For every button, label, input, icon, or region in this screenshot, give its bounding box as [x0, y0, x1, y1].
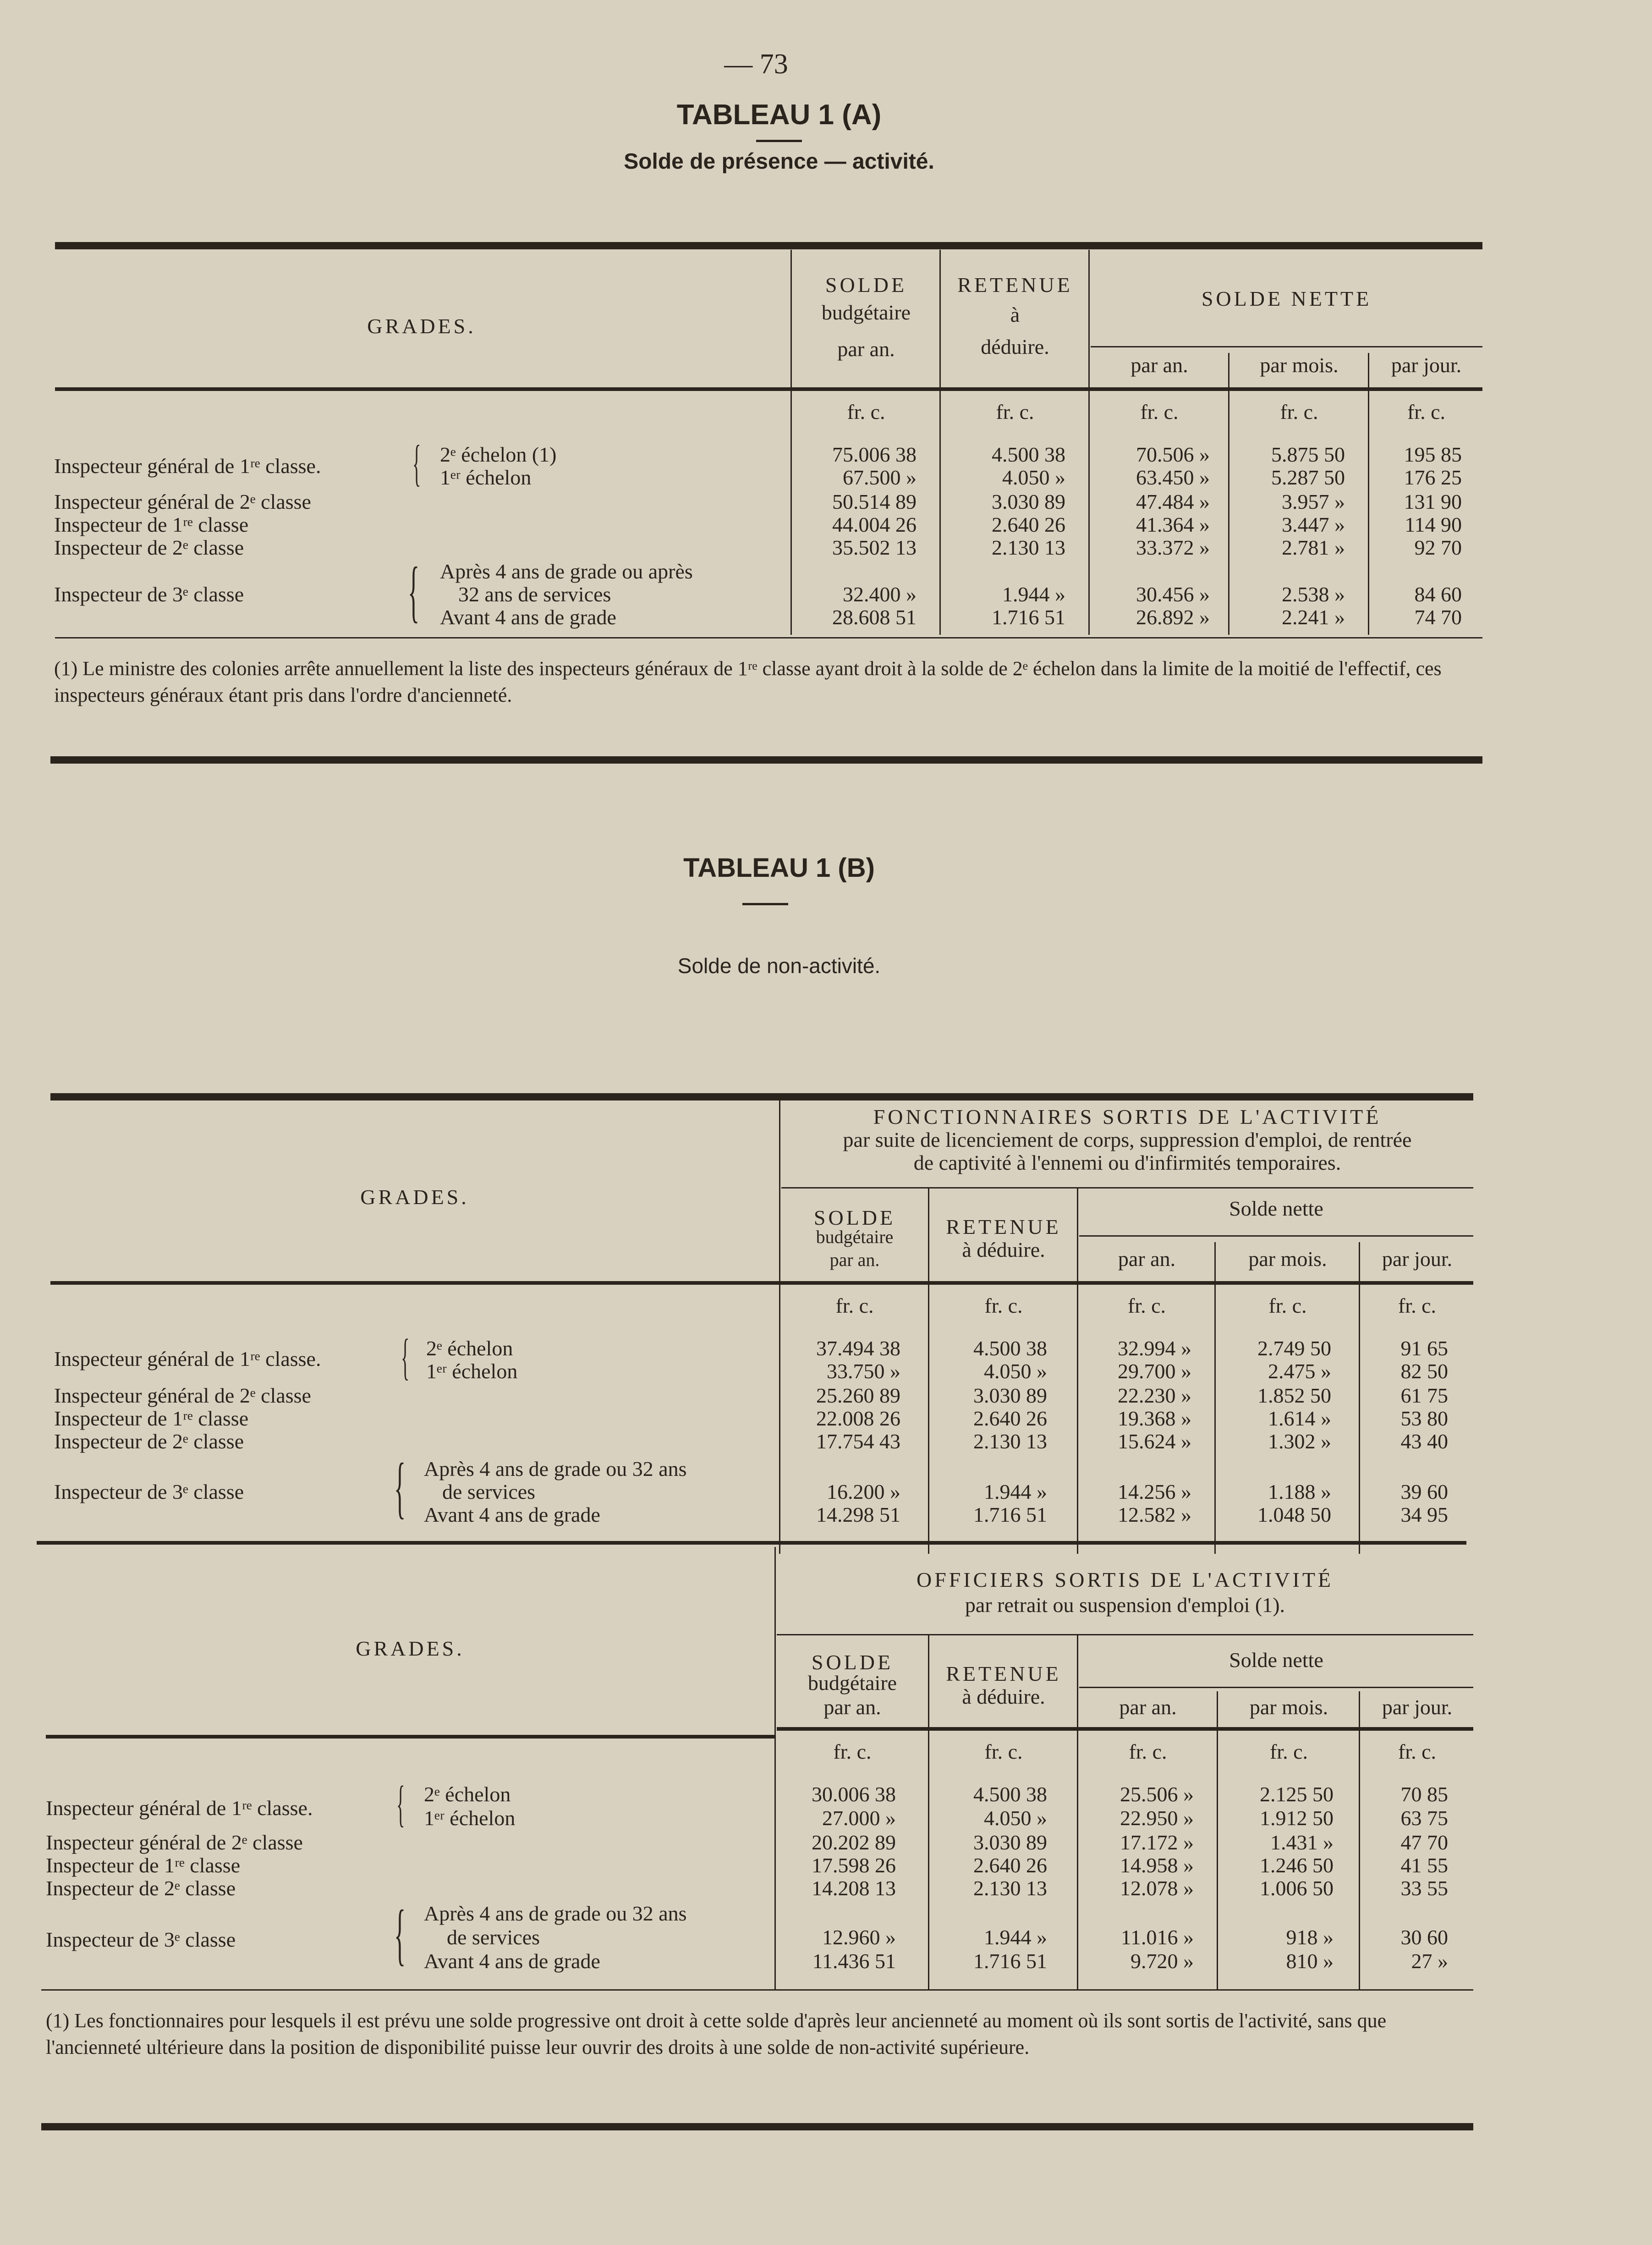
- cell: 84 60: [1414, 583, 1462, 606]
- unit-an: fr. c.: [1129, 1740, 1167, 1763]
- cell: 3.957 »: [1282, 490, 1345, 513]
- table-c-after-label: Après 4 ans de grade ou 32 ans: [424, 1902, 687, 1925]
- cell: 3.030 89: [992, 490, 1065, 513]
- cell: 27.000 »: [822, 1806, 896, 1830]
- table-a-row-2-label: 1ᵉʳ échelon: [440, 466, 532, 489]
- table-b-col-solde-2: budgétaire: [816, 1227, 894, 1247]
- table-a-row-3-label: Inspecteur général de 2ᵉ classe: [54, 490, 311, 513]
- table-c-row-2-label: 1ᵉʳ échelon: [424, 1806, 516, 1830]
- cell: 75.006 38: [832, 443, 917, 466]
- table-b-group-head-2: par suite de licenciement de corps, suppression d'emploi, de rentrée: [843, 1128, 1412, 1151]
- cell: 30.006 38: [812, 1783, 896, 1806]
- cell: 2.130 13: [973, 1876, 1047, 1900]
- cell: 41.364 »: [1136, 513, 1210, 536]
- unit-jour: fr. c.: [1398, 1294, 1436, 1317]
- cell: 810 »: [1286, 1949, 1334, 1973]
- table-c-row-4-label: Inspecteur de 1ʳᵉ classe: [46, 1854, 241, 1877]
- cell: 28.608 51: [832, 605, 917, 629]
- table-a-col-jour: par jour.: [1391, 353, 1462, 377]
- cell: 195 85: [1404, 443, 1462, 466]
- cell: 1.048 50: [1257, 1503, 1331, 1526]
- cell: 30 60: [1400, 1926, 1448, 1949]
- table-c-row-6-label: de services: [447, 1926, 540, 1949]
- unit-jour: fr. c.: [1398, 1740, 1436, 1763]
- table-a-col-retenue-2: à: [1010, 303, 1020, 326]
- cell: 1.944 »: [1002, 583, 1065, 606]
- cell: 2.640 26: [973, 1407, 1047, 1430]
- table-a-col-solde-3: par an.: [837, 337, 895, 361]
- table-c-col-solde-3: par an.: [823, 1695, 881, 1719]
- table-b-group-head-1: FONCTIONNAIRES SORTIS DE L'ACTIVITÉ: [873, 1105, 1382, 1128]
- cell: 2.475 »: [1268, 1359, 1331, 1383]
- cell: 1.246 50: [1260, 1854, 1334, 1877]
- page-number: — 73: [724, 49, 788, 80]
- table-a-col-an: par an.: [1131, 353, 1188, 377]
- table-b-row-2-label: 1ᵉʳ échelon: [426, 1359, 518, 1383]
- table-c-col-retenue-2: à déduire.: [962, 1685, 1045, 1708]
- cell: 41 55: [1400, 1854, 1448, 1877]
- table-c-group-label-1: Inspecteur général de 1ʳᵉ classe.: [46, 1796, 313, 1820]
- table-a-title: TABLEAU 1 (A): [676, 99, 882, 131]
- table-a-col-mois: par mois.: [1260, 353, 1339, 377]
- cell: 3.030 89: [973, 1384, 1047, 1407]
- cell: 2.640 26: [973, 1854, 1047, 1877]
- table-c-col-retenue-1: RETENUE: [946, 1662, 1061, 1685]
- cell: 1.852 50: [1257, 1384, 1331, 1407]
- table-b-row-3-label: Inspecteur général de 2ᵉ classe: [54, 1384, 311, 1407]
- table-b-col-an: par an.: [1118, 1247, 1176, 1271]
- cell: 3.447 »: [1282, 513, 1345, 536]
- table-b-title: TABLEAU 1 (B): [683, 853, 875, 883]
- cell: 50.514 89: [832, 490, 917, 513]
- cell: 70.506 »: [1136, 443, 1210, 466]
- unit-an: fr. c.: [1140, 400, 1179, 424]
- cell: 82 50: [1400, 1359, 1448, 1383]
- table-a-row-1-label: 2ᵉ échelon (1): [440, 443, 557, 466]
- table-b-col-retenue-1: RETENUE: [946, 1215, 1061, 1238]
- cell: 17.754 43: [816, 1430, 900, 1453]
- cell: 2.538 »: [1282, 583, 1345, 606]
- table-c-group-head-1: OFFICIERS SORTIS DE L'ACTIVITÉ: [916, 1568, 1334, 1591]
- table-c-group-label-3: Inspecteur de 3ᵉ classe: [46, 1928, 236, 1951]
- table-b-group-head-3: de captivité à l'ennemi ou d'infirmités temporaires.: [913, 1151, 1341, 1174]
- unit-solde: fr. c.: [833, 1740, 872, 1763]
- table-b-row-6-label: de services: [442, 1480, 536, 1503]
- table-c-row-1-label: 2ᵉ échelon: [424, 1783, 511, 1806]
- cell: 63 75: [1400, 1806, 1448, 1830]
- title-dash: [756, 140, 802, 142]
- cell: 30.456 »: [1136, 583, 1210, 606]
- cell: 1.944 »: [984, 1926, 1047, 1949]
- cell: 53 80: [1400, 1407, 1448, 1430]
- table-a-col-retenue-1: RETENUE: [957, 273, 1073, 297]
- cell: 74 70: [1414, 605, 1462, 629]
- cell: 15.624 »: [1118, 1430, 1191, 1453]
- cell: 12.078 »: [1120, 1876, 1194, 1900]
- cell: 3.030 89: [973, 1831, 1047, 1854]
- cell: 19.368 »: [1118, 1407, 1191, 1430]
- table-b-col-retenue-2: à déduire.: [962, 1238, 1045, 1261]
- cell: 63.450 »: [1136, 466, 1210, 489]
- table-b-subtitle: Solde de non-activité.: [677, 954, 881, 978]
- cell: 37.494 38: [816, 1337, 900, 1360]
- cell: 1.006 50: [1260, 1876, 1334, 1900]
- table-b-row-7-label: Avant 4 ans de grade: [424, 1503, 600, 1526]
- cell: 1.716 51: [992, 605, 1065, 629]
- cell: 14.958 »: [1120, 1854, 1194, 1877]
- table-b-group-label-1: Inspecteur général de 1ʳᵉ classe.: [54, 1347, 321, 1370]
- table-b-group-label-3: Inspecteur de 3ᵉ classe: [54, 1480, 244, 1503]
- table-c-col-nette: Solde nette: [1229, 1648, 1323, 1672]
- unit-retenue: fr. c.: [984, 1294, 1023, 1317]
- cell: 4.500 38: [973, 1783, 1047, 1806]
- cell: 22.950 »: [1120, 1806, 1194, 1830]
- cell: 4.500 38: [992, 443, 1065, 466]
- table-c-header-rule: [777, 1727, 1473, 1731]
- cell: 1.944 »: [984, 1480, 1047, 1503]
- table-c-col-solde-1: SOLDE: [811, 1651, 894, 1674]
- table-b-col-solde-3: par an.: [829, 1249, 880, 1270]
- cell: 5.875 50: [1271, 443, 1345, 466]
- table-a-row-5-label: Inspecteur de 2ᵉ classe: [54, 536, 244, 559]
- table-c-row-5-label: Inspecteur de 2ᵉ classe: [46, 1876, 236, 1900]
- cell: 25.506 »: [1120, 1783, 1194, 1806]
- table-a-col-retenue-3: déduire.: [981, 335, 1049, 358]
- cell: 2.749 50: [1257, 1337, 1331, 1360]
- title-dash: [742, 903, 788, 905]
- table-c-col-grades: GRADES.: [356, 1637, 465, 1660]
- cell: 2.241 »: [1282, 605, 1345, 629]
- table-c-footnote: (1) Les fonctionnaires pour lesquels il est prévu une solde progressive ont droit à cette solde d'après leur ancienneté au moment où ils sont sortis de l'activité, sans que l'ancienneté ultérieure dans la position de disponibilité puisse leur ouvrir des droits à une solde de non-activité supérieure.: [46, 2009, 1387, 2058]
- table-b-col-mois: par mois.: [1248, 1247, 1327, 1271]
- cell: 1.716 51: [973, 1949, 1047, 1973]
- unit-jour: fr. c.: [1407, 400, 1445, 424]
- table-c-group-head-2: par retrait ou suspension d'emploi (1).: [965, 1593, 1285, 1617]
- cell: 2.130 13: [992, 536, 1065, 559]
- table-b-col-solde-1: SOLDE: [813, 1206, 896, 1229]
- cell: 70 85: [1400, 1783, 1448, 1806]
- cell: 39 60: [1400, 1480, 1448, 1503]
- table-b-after-label: Après 4 ans de grade ou 32 ans: [424, 1457, 687, 1480]
- cell: 4.050 »: [1002, 466, 1065, 489]
- cell: 2.130 13: [973, 1430, 1047, 1453]
- table-a-row-7-label: Avant 4 ans de grade: [440, 605, 616, 629]
- cell: 4.050 »: [984, 1806, 1047, 1830]
- cell: 44.004 26: [832, 513, 917, 536]
- unit-solde: fr. c.: [847, 400, 885, 424]
- table-b-row-1-label: 2ᵉ échelon: [426, 1337, 513, 1360]
- cell: 47.484 »: [1136, 490, 1210, 513]
- cell: 34 95: [1400, 1503, 1448, 1526]
- cell: 17.598 26: [812, 1854, 896, 1877]
- cell: 25.260 89: [816, 1384, 900, 1407]
- cell: 22.008 26: [816, 1407, 900, 1430]
- table-c-col-solde-2: budgétaire: [807, 1671, 897, 1695]
- table-a-row-6-label: 32 ans de services: [458, 583, 611, 606]
- cell: 47 70: [1400, 1831, 1448, 1854]
- table-a-footnote: (1) Le ministre des colonies arrête annuellement la liste des inspecteurs généraux de 1ʳᵉ classe ayant droit à la solde de 2ᵉ échelon dans la limite de la moitié de l'effectif, ces inspecteurs généraux étant pris dans l'ordre d'ancienneté.: [54, 657, 1442, 706]
- table-c-col-jour: par jour.: [1382, 1695, 1453, 1719]
- table-b-col-nette: Solde nette: [1229, 1197, 1323, 1220]
- table-a-row-4-label: Inspecteur de 1ʳᵉ classe: [54, 513, 249, 536]
- cell: 26.892 »: [1136, 605, 1210, 629]
- cell: 12.960 »: [822, 1926, 896, 1949]
- cell: 17.172 »: [1120, 1831, 1194, 1854]
- cell: 918 »: [1286, 1926, 1334, 1949]
- unit-retenue: fr. c.: [984, 1740, 1023, 1763]
- cell: 1.614 »: [1268, 1407, 1331, 1430]
- table-b-bottom-rule: [37, 1541, 1466, 1545]
- cell: 14.208 13: [812, 1876, 896, 1900]
- cell: 1.716 51: [973, 1503, 1047, 1526]
- cell: 20.202 89: [812, 1831, 896, 1854]
- table-a-col-solde-2: budgétaire: [821, 301, 911, 324]
- unit-mois: fr. c.: [1268, 1294, 1307, 1317]
- table-b-row-5-label: Inspecteur de 2ᵉ classe: [54, 1430, 244, 1453]
- table-c-bottom-rule: [41, 2123, 1473, 2130]
- cell: 9.720 »: [1131, 1949, 1194, 1973]
- cell: 91 65: [1400, 1337, 1448, 1360]
- cell: 22.230 »: [1118, 1384, 1191, 1407]
- cell: 33.750 »: [827, 1359, 900, 1383]
- table-b-col-grades: GRADES.: [360, 1185, 469, 1209]
- table-a-bottom-rule: [50, 756, 1482, 764]
- cell: 1.188 »: [1268, 1480, 1331, 1503]
- unit-retenue: fr. c.: [996, 400, 1034, 424]
- cell: 43 40: [1400, 1430, 1448, 1453]
- cell: 131 90: [1404, 490, 1462, 513]
- table-a-col-solde-1: SOLDE: [825, 273, 907, 297]
- cell: 33 55: [1400, 1876, 1448, 1900]
- cell: 12.582 »: [1118, 1503, 1191, 1526]
- cell: 2.125 50: [1260, 1783, 1334, 1806]
- cell: 2.640 26: [992, 513, 1065, 536]
- cell: 1.431 »: [1270, 1831, 1334, 1854]
- cell: 14.256 »: [1118, 1480, 1191, 1503]
- table-a-col-grades: GRADES.: [367, 314, 476, 338]
- cell: 1.302 »: [1268, 1430, 1331, 1453]
- cell: 67.500 »: [843, 466, 917, 489]
- table-a-top-rule: [55, 242, 1482, 249]
- cell: 32.994 »: [1118, 1337, 1191, 1360]
- cell: 114 90: [1405, 513, 1462, 536]
- table-c-col-mois: par mois.: [1249, 1695, 1328, 1719]
- cell: 14.298 51: [816, 1503, 900, 1526]
- table-c-row-7-label: Avant 4 ans de grade: [424, 1949, 600, 1973]
- unit-mois: fr. c.: [1280, 400, 1318, 424]
- cell: 176 25: [1404, 466, 1462, 489]
- table-a-header-rule: [55, 387, 1482, 391]
- unit-mois: fr. c.: [1269, 1740, 1308, 1763]
- unit-solde: fr. c.: [835, 1294, 874, 1317]
- table-b-row-4-label: Inspecteur de 1ʳᵉ classe: [54, 1407, 249, 1430]
- table-a-group-label-1: Inspecteur général de 1ʳᵉ classe.: [54, 454, 321, 478]
- table-a-group-label-3: Inspecteur de 3ᵉ classe: [54, 583, 244, 606]
- cell: 92 70: [1414, 536, 1462, 559]
- cell: 35.502 13: [832, 536, 917, 559]
- cell: 33.372 »: [1136, 536, 1210, 559]
- table-c-col-an: par an.: [1119, 1695, 1177, 1719]
- table-b-col-jour: par jour.: [1382, 1247, 1453, 1271]
- table-a-after-label: Après 4 ans de grade ou après: [440, 560, 693, 583]
- table-b-top-rule: [50, 1093, 1473, 1100]
- cell: 29.700 »: [1118, 1359, 1191, 1383]
- cell: 4.050 »: [984, 1359, 1047, 1383]
- unit-an: fr. c.: [1127, 1294, 1166, 1317]
- cell: 5.287 50: [1271, 466, 1345, 489]
- cell: 11.016 »: [1120, 1926, 1194, 1949]
- cell: 27 »: [1411, 1949, 1448, 1973]
- cell: 32.400 »: [843, 583, 917, 606]
- table-a-col-nette: SOLDE NETTE: [1201, 287, 1372, 310]
- table-c-row-3-label: Inspecteur général de 2ᵉ classe: [46, 1831, 303, 1854]
- cell: 16.200 »: [827, 1480, 900, 1503]
- cell: 1.912 50: [1260, 1806, 1334, 1830]
- cell: 11.436 51: [812, 1949, 896, 1973]
- cell: 4.500 38: [973, 1337, 1047, 1360]
- cell: 2.781 »: [1282, 536, 1345, 559]
- table-a-subtitle: Solde de présence — activité.: [624, 149, 934, 174]
- cell: 61 75: [1400, 1384, 1448, 1407]
- table-b-header-rule: [50, 1281, 1473, 1285]
